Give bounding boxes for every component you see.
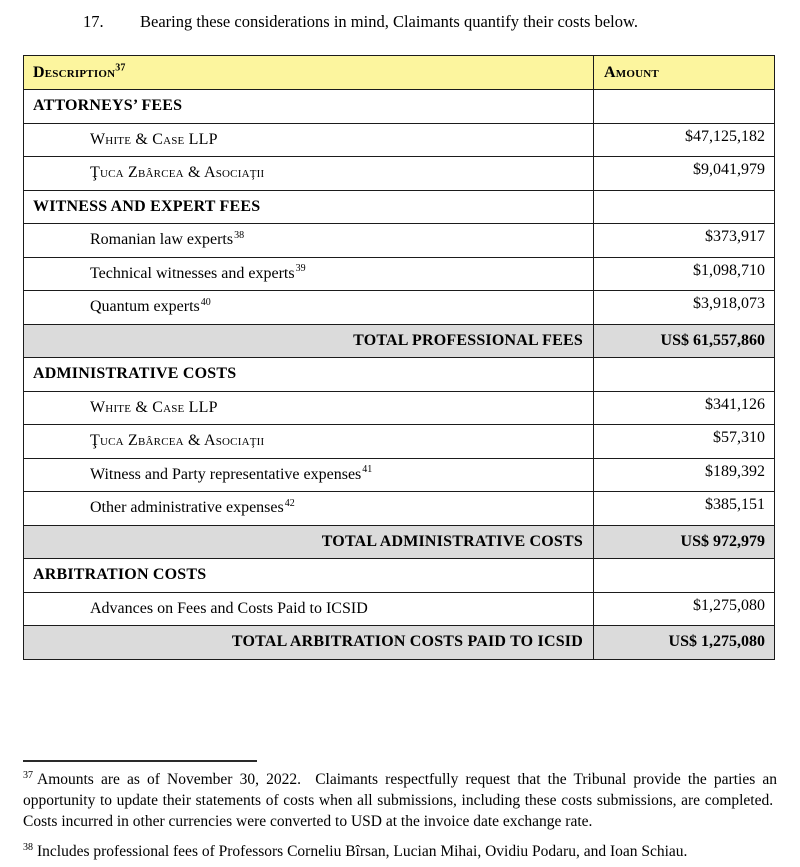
table-header-amount: Amount bbox=[594, 56, 775, 90]
paragraph-number: 17. bbox=[83, 12, 104, 31]
footnotes bbox=[23, 769, 777, 862]
amount-cell bbox=[594, 190, 775, 224]
table-row-total bbox=[24, 626, 775, 660]
footnote bbox=[23, 841, 777, 862]
table-row bbox=[24, 425, 775, 459]
amount-cell: $189,392 bbox=[594, 458, 775, 492]
table-row bbox=[24, 291, 775, 325]
desc-cell: Quantum experts$^{40}$ bbox=[24, 291, 594, 325]
desc-cell: Witness and Party representative expenses$^{41}$ bbox=[24, 458, 594, 492]
desc-cell: Other administrative expenses$^{42}$ bbox=[24, 492, 594, 526]
table-row bbox=[24, 391, 775, 425]
desc-cell: TOTAL ARBITRATION COSTS PAID TO ICSID bbox=[24, 626, 594, 660]
amount-cell: $47,125,182 bbox=[594, 123, 775, 157]
table-row bbox=[24, 90, 775, 124]
desc-cell: ARBITRATION COSTS bbox=[24, 559, 594, 593]
table-row bbox=[24, 559, 775, 593]
amount-cell bbox=[594, 358, 775, 392]
table-header-row bbox=[24, 56, 775, 90]
table-row bbox=[24, 492, 775, 526]
desc-cell: Ţuca Zbârcea & Asociaţii bbox=[24, 157, 594, 191]
footnote-ref-42: 42 bbox=[284, 497, 295, 509]
amount-cell: $57,310 bbox=[594, 425, 775, 459]
footnote bbox=[23, 769, 777, 832]
amount-cell: $9,041,979 bbox=[594, 157, 775, 191]
amount-cell: $1,098,710 bbox=[594, 257, 775, 291]
paragraph-text: Bearing these considerations in mind, Claimants quantify their costs below. bbox=[140, 12, 638, 31]
table-row bbox=[24, 592, 775, 626]
amount-cell: US$ 972,979 bbox=[594, 525, 775, 559]
desc-cell: TOTAL ADMINISTRATIVE COSTS bbox=[24, 525, 594, 559]
footnote-ref-37: 37 bbox=[115, 62, 126, 74]
desc-cell: Advances on Fees and Costs Paid to ICSID bbox=[24, 592, 594, 626]
amount-cell bbox=[594, 559, 775, 593]
desc-cell: WITNESS AND EXPERT FEES bbox=[24, 190, 594, 224]
amount-cell: $1,275,080 bbox=[594, 592, 775, 626]
amount-cell: $373,917 bbox=[594, 224, 775, 258]
footnote-marker: 37 bbox=[23, 769, 33, 781]
table-row bbox=[24, 257, 775, 291]
table-header-description: Description$^{37}$ bbox=[24, 56, 594, 90]
desc-cell: Ţuca Zbârcea & Asociaţii bbox=[24, 425, 594, 459]
table-row bbox=[24, 157, 775, 191]
footnote-ref-40: 40 bbox=[200, 296, 211, 308]
amount-cell bbox=[594, 90, 775, 124]
footnote-ref-39: 39 bbox=[295, 263, 306, 275]
table-row-total bbox=[24, 525, 775, 559]
footnote-ref-38: 38 bbox=[234, 229, 245, 241]
paragraph-17 bbox=[83, 11, 638, 33]
table-row bbox=[24, 224, 775, 258]
footnote-separator bbox=[23, 760, 257, 762]
desc-cell: White & Case LLP bbox=[24, 123, 594, 157]
footnote-ref-41: 41 bbox=[362, 464, 373, 476]
table-row bbox=[24, 358, 775, 392]
desc-cell: Technical witnesses and experts$^{39}$ bbox=[24, 257, 594, 291]
amount-cell: $385,151 bbox=[594, 492, 775, 526]
table-row bbox=[24, 123, 775, 157]
desc-cell: TOTAL PROFESSIONAL FEES bbox=[24, 324, 594, 358]
desc-cell: ADMINISTRATIVE COSTS bbox=[24, 358, 594, 392]
footnote-text: Includes professional fees of Professors Corneliu Bîrsan, Lucian Mihai, Ovidiu Podaru, and Ioan Schiau. bbox=[37, 843, 688, 860]
table-row bbox=[24, 458, 775, 492]
amount-cell: $341,126 bbox=[594, 391, 775, 425]
amount-cell: US$ 61,557,860 bbox=[594, 324, 775, 358]
table-row bbox=[24, 190, 775, 224]
costs-table bbox=[23, 55, 775, 660]
desc-cell: Romanian law experts$^{38}$ bbox=[24, 224, 594, 258]
desc-cell: ATTORNEYS’ FEES bbox=[24, 90, 594, 124]
footnote-text: Amounts are as of November 30, 2022. Claimants respectfully request that the Tribunal provide the parties an opportunity to update their statements of costs when all submissions, including these costs submissions, are completed. Costs incurred in other currencies were converted to USD at the invoice date exchange rate. bbox=[23, 771, 777, 830]
amount-cell: $3,918,073 bbox=[594, 291, 775, 325]
desc-cell: White & Case LLP bbox=[24, 391, 594, 425]
table-row-total bbox=[24, 324, 775, 358]
amount-cell: US$ 1,275,080 bbox=[594, 626, 775, 660]
footnote-marker: 38 bbox=[23, 841, 33, 853]
